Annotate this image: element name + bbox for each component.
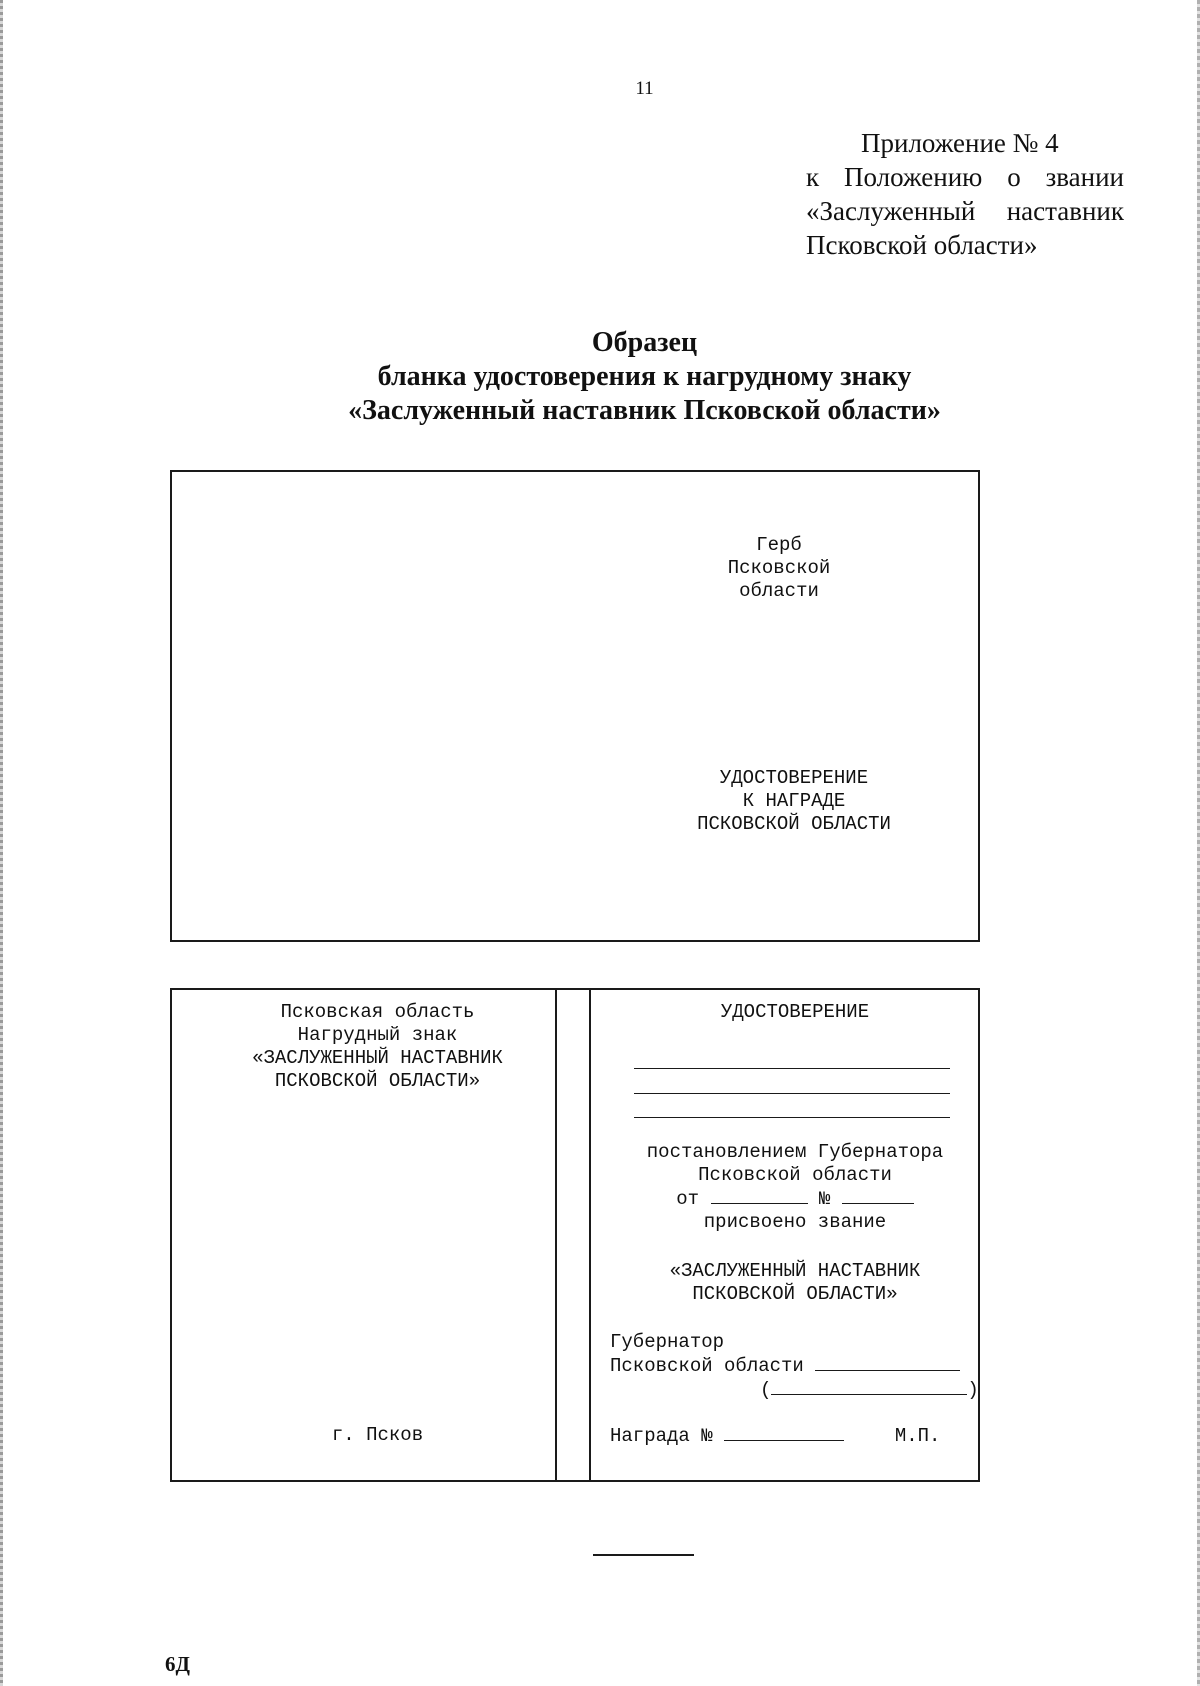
- annex-line-2: к Положению о звании: [806, 162, 1124, 192]
- inner-left-header: [190, 1001, 565, 1093]
- page-number: 11: [635, 78, 654, 99]
- title-line-1: Образец: [591, 327, 698, 358]
- scan-edge-left: [0, 0, 3, 1686]
- name-line-1: [634, 1068, 950, 1069]
- honor-line-1: «ЗАСЛУЖЕННЫЙ НАСТАВНИК: [669, 1260, 921, 1282]
- date-blank: [711, 1187, 808, 1204]
- inner-right-title: УДОСТОВЕРЕНИЕ: [720, 1001, 870, 1023]
- annex-line-1: Приложение № 4: [861, 128, 1059, 158]
- governor-signature-block: [610, 1331, 982, 1402]
- city-label: г. Псков: [331, 1424, 424, 1446]
- governor-line-2: Псковской области: [610, 1355, 804, 1377]
- from-label: от: [676, 1188, 700, 1210]
- name-line-2: [634, 1093, 950, 1094]
- decree-block: [600, 1141, 990, 1234]
- document-title: [0, 326, 1200, 428]
- cover-heading-line-2: К НАГРАДЕ: [742, 790, 846, 812]
- annex-line-3: «Заслуженный наставник: [806, 196, 1124, 226]
- cover-heading-line-3: ПСКОВСКОЙ ОБЛАСТИ: [697, 813, 891, 835]
- name-decoding-row: [610, 1378, 982, 1402]
- number-sign: №: [818, 1188, 831, 1210]
- footer-code: 6Д: [165, 1652, 190, 1676]
- annex-reference: [806, 126, 1124, 262]
- paren-close: ): [967, 1379, 979, 1401]
- signature-blank: [815, 1354, 960, 1371]
- title-line-2: бланка удостоверения к нагрудному знаку: [377, 361, 912, 392]
- decree-date-number-row: [600, 1187, 990, 1211]
- title-line-3: «Заслуженный наставник Псковской области»: [348, 395, 941, 426]
- inner-left-line-2: Нагрудный знак: [297, 1024, 458, 1046]
- governor-line-1: Губернатор: [610, 1331, 725, 1353]
- governor-line-2-row: [610, 1354, 982, 1378]
- coat-line-2: Псковской: [727, 557, 831, 579]
- paren-open: (: [760, 1379, 772, 1401]
- seal-place: М.П.: [894, 1425, 941, 1447]
- cover-heading-line-1: УДОСТОВЕРЕНИЕ: [719, 767, 869, 789]
- inner-left-line-3: «ЗАСЛУЖЕННЫЙ НАСТАВНИК: [252, 1047, 503, 1069]
- end-separator-line: [593, 1554, 694, 1556]
- decree-line-2: Псковской области: [698, 1164, 892, 1186]
- decree-line-1: постановлением Губернатора: [646, 1141, 944, 1163]
- inner-left-line-1: Псковская область: [280, 1001, 475, 1023]
- number-blank: [842, 1187, 914, 1204]
- award-number-row: [610, 1424, 982, 1448]
- award-label: Награда №: [610, 1425, 713, 1447]
- inner-left-line-4: ПСКОВСКОЙ ОБЛАСТИ»: [274, 1070, 481, 1092]
- coat-line-1: Герб: [756, 534, 802, 556]
- coat-line-3: области: [739, 580, 819, 602]
- name-line-3: [634, 1117, 950, 1118]
- cover-heading: [670, 767, 918, 836]
- award-number-blank: [724, 1424, 844, 1441]
- coat-of-arms-placeholder: [680, 534, 878, 603]
- honor-title: [600, 1260, 990, 1306]
- honor-line-2: ПСКОВСКОЙ ОБЛАСТИ»: [692, 1283, 898, 1305]
- assigned-line: присвоено звание: [703, 1211, 887, 1233]
- name-decoding-blank: [771, 1378, 967, 1395]
- annex-line-4: Псковской области»: [806, 230, 1038, 260]
